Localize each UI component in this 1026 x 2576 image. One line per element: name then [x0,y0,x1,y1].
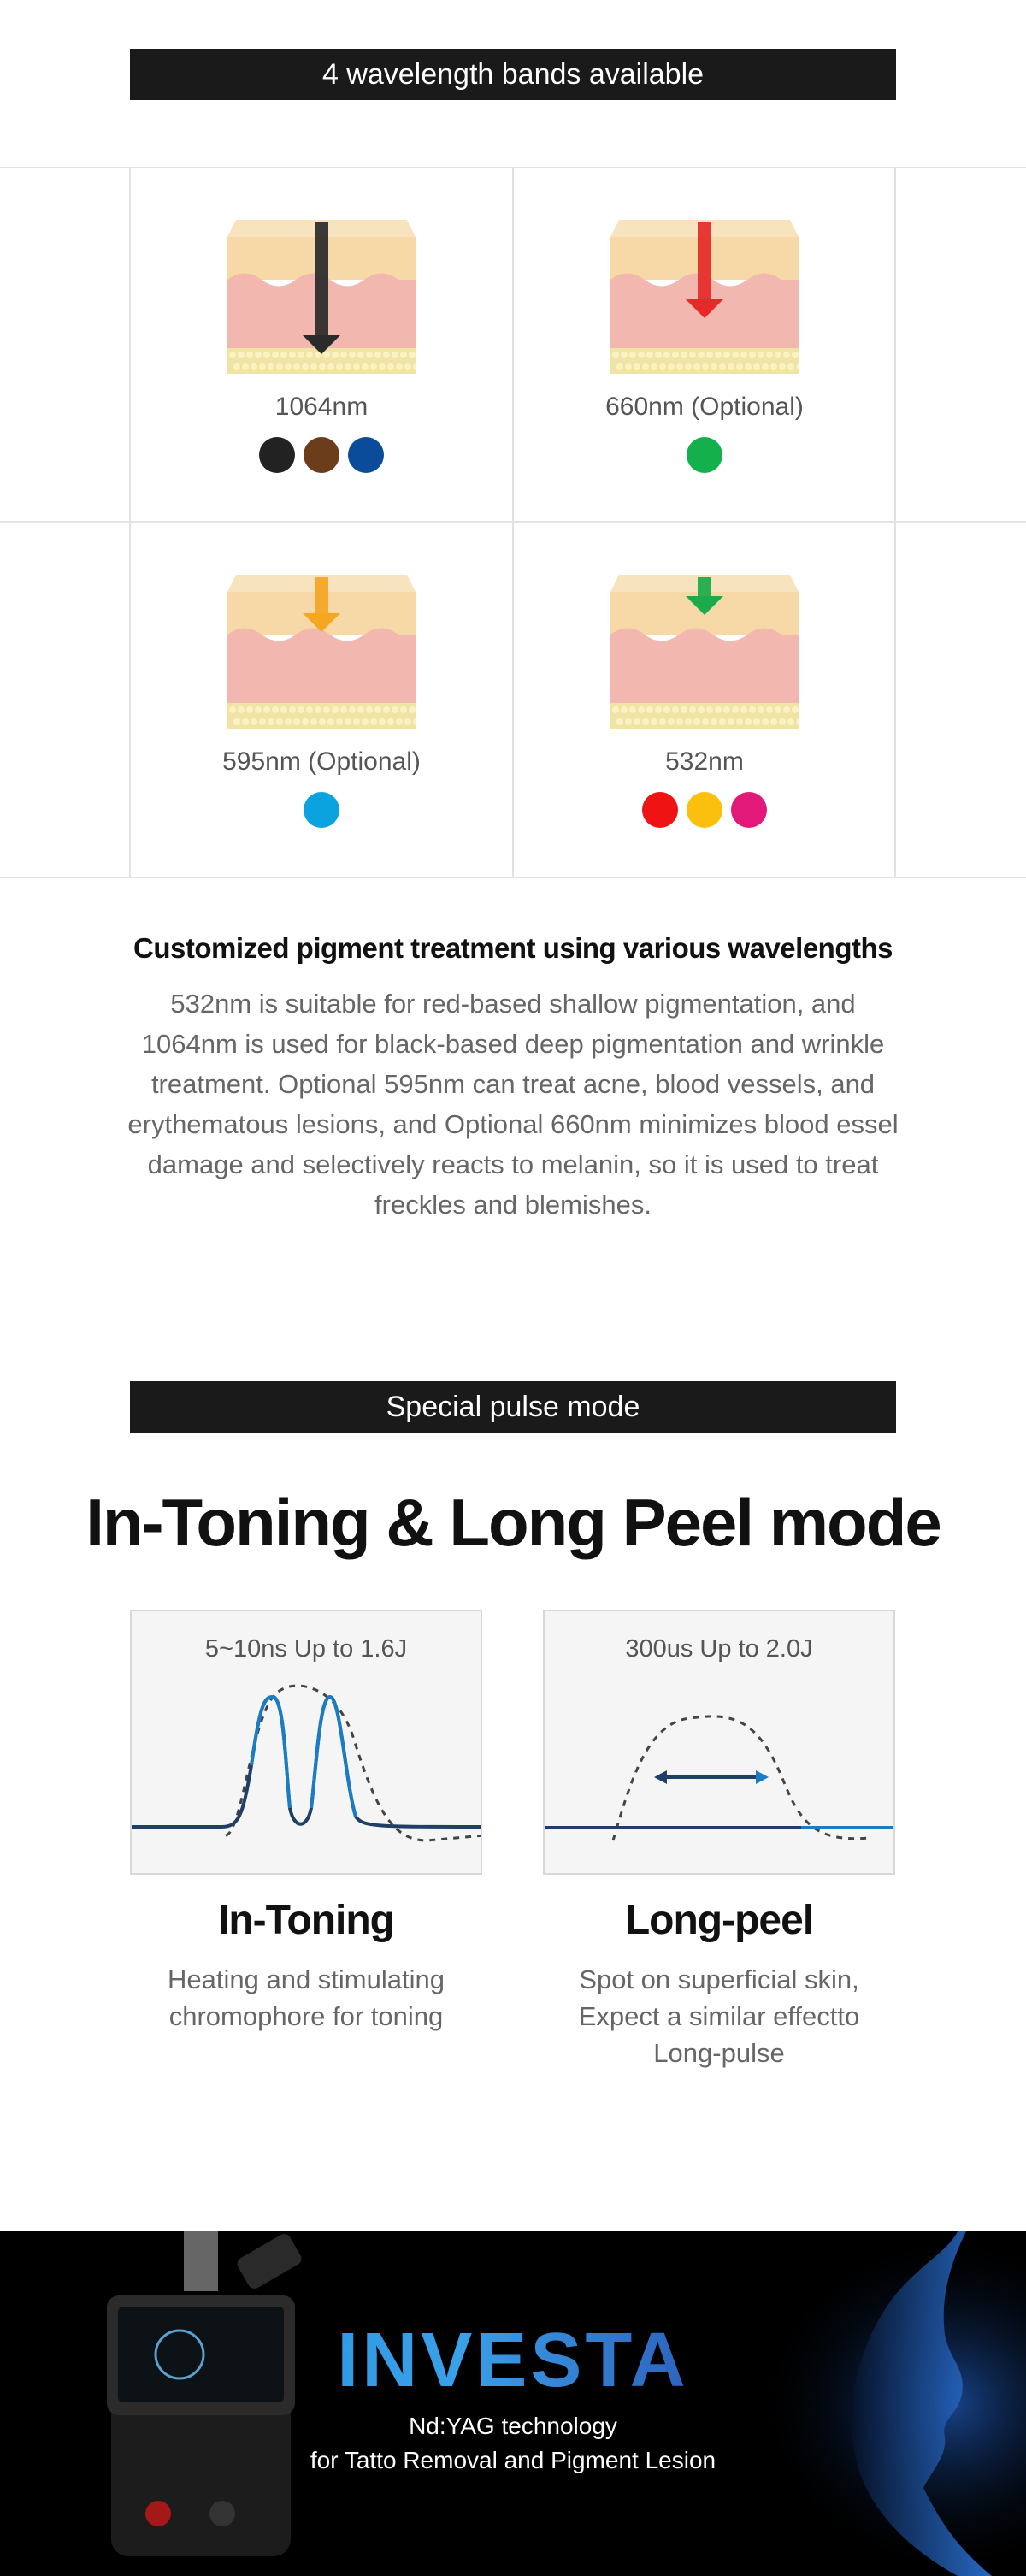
wavelength-cell-532 [514,523,895,877]
pulse-mode-banner-text: Special pulse mode [386,1390,640,1423]
wavelength-banner [130,49,896,100]
target-color-dots [514,437,895,473]
tagline-line: for Tatto Removal and Pigment Lesion [310,2447,716,2473]
pulse-mode-banner [130,1381,896,1433]
pulse-mode-title: In-Toning & Long Peel mode [86,1485,940,1560]
pigment-treatment-description: 532nm is suitable for red-based shallow pigmentation, and 1064nm is used for black-based deep pigmentation and wrinkle treatment. Optional 595nm can treat acne, blood vessels, and erythematous lesions, and Optional 660nm minimizes blood essel damage and selectively reacts to melanin, so it is used to treat freckles and blemishes. [127,989,899,1220]
wavelength-cell-660 [514,168,895,523]
color-dot [642,792,678,828]
wavelength-label: 532nm [665,747,744,776]
wavelength-cell-595 [131,523,512,877]
long-peel-caption: 300us Up to 2.0J [625,1635,813,1663]
color-dot [731,792,767,828]
in-toning-desc-line: chromophore for toning [168,2001,444,2031]
target-color-dots [131,792,512,828]
wavelength-label: 1064nm [274,393,369,421]
skin-layer-illustration [610,570,799,729]
long-peel-pulse-graph [543,1610,895,1875]
in-toning-pulse-graph [130,1610,482,1875]
long-peel-title: Long-peel [624,1898,814,1943]
target-color-dots [514,792,895,828]
color-dot [687,437,722,473]
wavelength-label: 660nm (Optional) [605,393,804,421]
color-dot [687,792,722,828]
long-peel-desc-line: Spot on superficial skin, [579,1964,859,1994]
in-toning-caption: 5~10ns Up to 1.6J [204,1635,408,1663]
long-peel-desc-line: Long-pulse [653,2038,785,2068]
long-peel-desc-line: Expect a similar effectto [578,2001,860,2031]
skin-layer-illustration [227,216,416,374]
color-dot [348,437,384,473]
brand-tagline [0,2409,1026,2478]
pigment-treatment-heading: Customized pigment treatment using various wavelengths [133,932,893,964]
brand-logo: INVESTA [0,2317,1026,2405]
in-toning-desc-line: Heating and stimulating [168,1964,445,1994]
color-dot [304,437,339,473]
wavelength-banner-text: 4 wavelength bands available [321,57,705,91]
skin-layer-illustration [610,216,799,374]
color-dot [259,437,295,473]
target-color-dots [131,437,512,473]
in-toning-title: In-Toning [217,1898,394,1943]
color-dot [304,792,339,828]
tagline-line: Nd:YAG technology [409,2413,617,2439]
wavelength-cell-1064 [131,168,512,523]
long-peel-description [543,1961,895,2071]
product-footer-banner [0,2231,1026,2576]
skin-layer-illustration [227,570,416,729]
wavelength-label: 595nm (Optional) [222,747,421,776]
in-toning-description [130,1961,482,2035]
